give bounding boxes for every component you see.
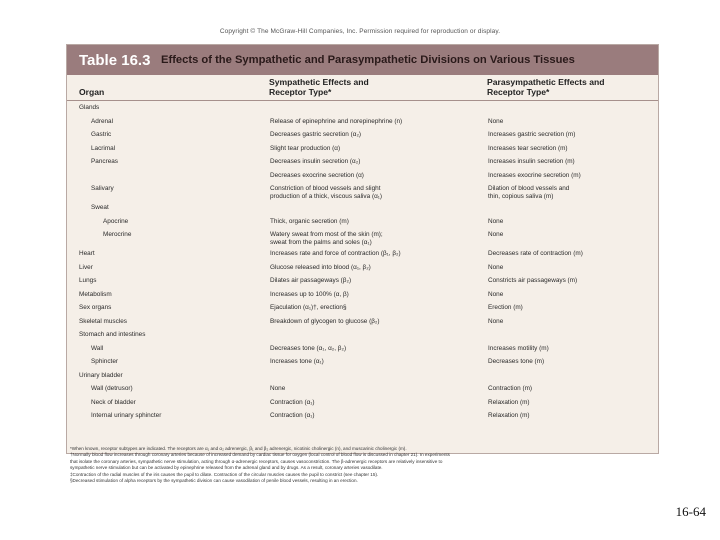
cell-organ: Urinary bladder	[79, 371, 123, 379]
table-title-bar	[67, 45, 658, 75]
footnote-line: †Normally blood flow increases through coronary arteries because of increased demand by cardiac tissue for oxygen (local control of blood flow is discussed in chapter 21). In experiments	[70, 452, 450, 458]
cell-organ: Skeletal muscles	[79, 317, 127, 325]
cell-parasympathetic: Increases motility (m)	[488, 344, 549, 352]
cell-sympathetic: Slight tear production (α)	[270, 144, 341, 152]
cell-parasympathetic: None	[488, 117, 504, 125]
cell-parasympathetic: None	[488, 317, 504, 325]
cell-organ: Apocrine	[103, 217, 129, 225]
copyright-notice: Copyright © The McGraw-Hill Companies, Inc. Permission required for reproduction or display.	[219, 28, 501, 35]
cell-sympathetic: Watery sweat from most of the skin (m); sweat from the palms and soles (α₁)	[270, 231, 383, 247]
table-row	[67, 291, 658, 305]
cell-parasympathetic: Relaxation (m)	[488, 412, 530, 419]
cell-parasympathetic: Constricts air passageways (m)	[488, 277, 578, 284]
cell-sympathetic: Constriction of blood vessels and slight production of a thick, viscous saliva (α₁)	[270, 185, 383, 201]
cell-parasympathetic: Increases tear secretion (m)	[488, 144, 568, 152]
table-16-3	[66, 44, 659, 454]
cell-parasympathetic: Dilation of blood vessels and thin, copious saliva (m)	[488, 185, 570, 201]
cell-organ: Liver	[79, 263, 93, 271]
cell-organ: Gastric	[91, 131, 112, 138]
table-row	[67, 318, 658, 332]
table-row	[67, 277, 658, 291]
column-header-organ: Organ	[79, 87, 105, 97]
cell-organ: Sex organs	[79, 304, 112, 311]
table-row	[67, 358, 658, 372]
cell-sympathetic: Ejaculation (α₁)†, erection§	[270, 304, 347, 311]
table-row	[67, 158, 658, 172]
cell-parasympathetic: Increases insulin secretion (m)	[488, 158, 575, 165]
cell-parasympathetic: None	[488, 231, 504, 238]
cell-organ: Pancreas	[91, 158, 118, 165]
cell-organ: Sweat	[91, 204, 109, 211]
table-row	[67, 231, 658, 250]
cell-sympathetic: Increases rate and force of contraction (β₁, β₂)	[270, 250, 401, 257]
table-row	[67, 218, 658, 232]
cell-sympathetic: Thick, organic secretion (m)	[270, 217, 349, 225]
cell-parasympathetic: Increases gastric secretion (m)	[488, 131, 576, 138]
cell-parasympathetic: Increases exocrine secretion (m)	[488, 171, 581, 179]
table-row	[67, 185, 658, 204]
cell-organ: Lacrimal	[91, 144, 116, 152]
table-row	[67, 385, 658, 399]
cell-organ: Salivary	[91, 185, 114, 192]
table-row	[67, 118, 658, 132]
cell-sympathetic: Decreases gastric secretion (α₂)	[270, 131, 362, 138]
table-row	[67, 104, 658, 118]
cell-sympathetic: Release of epinephrine and norepinephrine (n)	[270, 117, 403, 125]
cell-sympathetic: None	[270, 385, 286, 392]
table-row	[67, 131, 658, 145]
cell-organ: Sphincter	[91, 358, 118, 365]
cell-organ: Merocrine	[103, 231, 132, 238]
table-number: Table 16.3	[79, 51, 151, 69]
cell-sympathetic: Increases up to 100% (α, β)	[270, 290, 349, 298]
cell-sympathetic: Dilates air passageways (β₂)	[270, 277, 352, 284]
cell-parasympathetic: Decreases rate of contraction (m)	[488, 250, 583, 257]
table-header	[67, 76, 658, 101]
cell-organ: Adrenal	[91, 117, 114, 125]
cell-organ: Lungs	[79, 277, 97, 284]
cell-sympathetic: Contraction (α₁)	[270, 412, 315, 419]
table-row	[67, 145, 658, 159]
cell-parasympathetic: Erection (m)	[488, 304, 523, 311]
table-row	[67, 345, 658, 359]
table-title: Effects of the Sympathetic and Parasympathetic Divisions on Various Tissues	[161, 54, 575, 66]
cell-organ: Internal urinary sphincter	[91, 412, 162, 419]
cell-parasympathetic: None	[488, 263, 504, 271]
footnote-line: *When known, receptor subtypes are indicated. The receptors are α₁ and α₂ adrenergic, β₁ and β₂ adrenergic, nicotinic cholinergic (n), and muscarinic cholinergic (m).	[70, 446, 407, 451]
table-row	[67, 250, 658, 264]
cell-sympathetic: Glucose released into blood (α₁, β₂)	[270, 263, 371, 271]
table-footnotes	[70, 446, 655, 484]
cell-organ: Stomach and intestines	[79, 331, 146, 338]
cell-organ: Wall	[91, 344, 104, 352]
cell-organ: Neck of bladder	[91, 398, 136, 406]
cell-organ: Metabolism	[79, 290, 112, 298]
table-row	[67, 264, 658, 278]
table-row	[67, 412, 658, 426]
footnote-line: that isolate the coronary arteries, sympathetic nerve stimulation, acting through α-adrenergic receptors, causes vasoconstriction. The β-adrenergic receptors are relatively insensitive to	[70, 458, 443, 464]
cell-sympathetic: Increases tone (α₁)	[270, 358, 324, 365]
cell-sympathetic: Decreases exocrine secretion (α)	[270, 171, 364, 179]
footnote-line: §Decreased stimulation of alpha receptors by the sympathetic division can cause vasodilation of penile blood vessels, resulting in an erection.	[70, 478, 358, 484]
table-row	[67, 331, 658, 345]
cell-organ: Glands	[79, 104, 100, 111]
cell-parasympathetic: Contraction (m)	[488, 385, 533, 392]
page-number: 16-64	[675, 504, 706, 519]
cell-parasympathetic: Decreases tone (m)	[488, 358, 545, 365]
table-row	[67, 372, 658, 386]
cell-organ: Wall (detrusor)	[91, 385, 133, 392]
cell-sympathetic: Contraction (α₁)	[270, 398, 315, 406]
cell-parasympathetic: None	[488, 217, 504, 225]
table-row	[67, 172, 658, 186]
cell-parasympathetic: None	[488, 290, 504, 298]
cell-sympathetic: Decreases insulin secretion (α₂)	[270, 158, 361, 165]
cell-organ: Heart	[79, 250, 95, 257]
table-row	[67, 399, 658, 413]
column-header-parasympathetic: Parasympathetic Effects and Receptor Type*	[487, 77, 605, 97]
table-row	[67, 204, 658, 218]
cell-sympathetic: Decreases tone (α₁, α₂, β₂)	[270, 344, 347, 352]
column-header-sympathetic: Sympathetic Effects and Receptor Type*	[269, 77, 369, 97]
cell-sympathetic: Breakdown of glycogen to glucose (β₂)	[270, 317, 380, 325]
footnote-line: sympathetic nerve stimulation but can be activated by epinephrine released from the adrenal gland and by drugs. As a result, coronary arteries vasodilate.	[70, 465, 383, 471]
table-row	[67, 304, 658, 318]
footnote-line: ‡Contraction of the radial muscles of the iris causes the pupil to dilate. Contraction of the circular muscles causes the pupil to constrict (see chapter 15).	[70, 471, 379, 477]
cell-parasympathetic: Relaxation (m)	[488, 398, 530, 406]
